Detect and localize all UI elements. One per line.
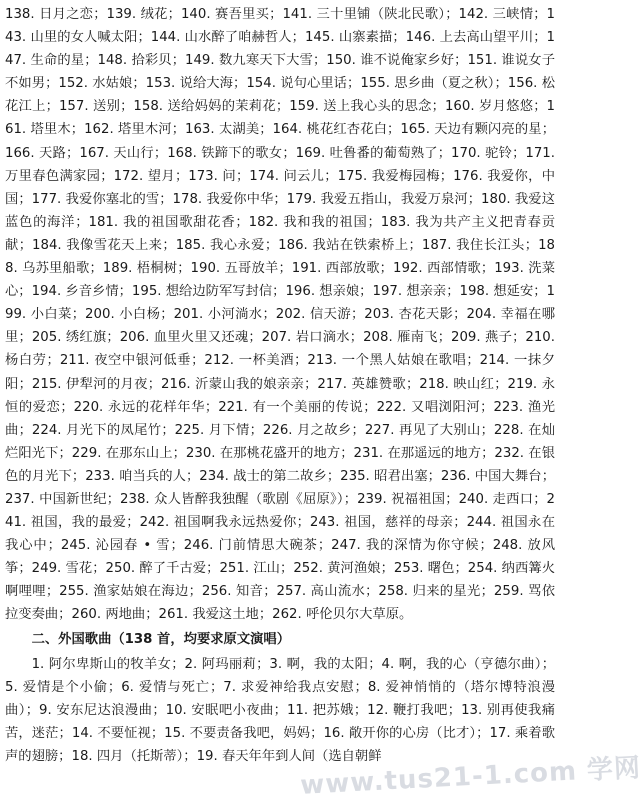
chinese-songs-list-continued: 138. 日月之恋；139. 绒花；140. 赛吾里买；141. 三十里铺（陕北民歌）；142. 三峡情；143. 山里的女人喊太阳；144. 山水醉了咱赫哲人；145. 山寨素描；146. 上去高山望平川；147. 生命的星；148. 拾彩贝；149. 数九寒天下大雪；150. 谁不说俺家乡好；151. 谁说女子不如男；152. 水姑娘；153. 说给大海；154. 说句心里话；155. 思乡曲（夏之秋）；156. 松花江上；157. 送别；158. 送给妈妈的茉莉花；159. 送上我心头的思念；160. 岁月悠悠；161. 塔里木；162. 塔里木河；163. 太湖美；164. 桃花红杏花白；165. 天边有颗闪亮的星；166. 天路；167. 天山行；168. 铁蹄下的歌女；169. 吐鲁番的葡萄熟了；170. 驼铃；171. 万里春色满家园；172. 望月；173. 问；174. 问云儿；175. 我爱梅园梅；176. 我爱你，中国；177. 我爱你塞北的雪；178. 我爱你中华；179. 我爱五指山，我爱万泉河；180. 我爱这蓝色的海洋；181. 我的祖国歌甜花香；182. 我和我的祖国；183. 我为共产主义把青春贡献；184. 我像雪花天上来；185. 我心永爱；186. 我站在铁索桥上；187. 我住长江头；188. 乌苏里船歌；189. 梧桐树；190. 五哥放羊；191. 西部放歌；192. 西部情歌；193. 洗菜心；194. 乡音乡情；195. 想给边防军写封信；196. 想亲娘；197. 想亲亲；198. 想延安；199. 小白菜；200. 小白杨；201. 小河淌水；202. 信天游；203. 杏花天影；204. 幸福在哪里；205. 绣红旗；206. 血里火里又还魂；207. 岩口滴水；208. 雁南飞；209. 燕子；210. 杨白劳；211. 夜空中银河低垂；212. 一杯美酒；213. 一个黑人姑娘在歌唱；214. 一抹夕阳；215. 伊犁河的月夜；216. 沂蒙山我的娘亲亲；217. 英雄赞歌；218. 映山红；219. 永恒的爱恋；220. 永远的花样年华；221. 有一个美丽的传说；222. 又唱浏阳河；223. 渔光曲；224. 月光下的凤尾竹；225. 月下情；226. 月之故乡；227. 再见了大别山；228. 在灿烂阳光下；229. 在那东山上；230. 在那桃花盛开的地方；231. 在那遥远的地方；232. 在银色的月光下；233. 咱当兵的人；234. 战士的第二故乡；235. 昭君出塞；236. 中国大舞台；237. 中国新世纪；238. 众人皆醉我独醒（歌剧《屈原》）；239. 祝福祖国；240. 走西口；241. 祖国，我的最爱；242. 祖国啊我永远热爱你；243. 祖国，慈祥的母亲；244. 祖国永在我心中；245. 沁园春 • 雪；246. 门前情思大碗茶；247. 我的深情为你守候；248. 放风筝；249. 雪花；250. 醉了千古爱；251. 江山；252. 黄河渔娘；253. 曙色；254. 纳西篝火啊哩哩；255. 渔家姑娘在海边；256. 知音；257. 高山流水；258. 归来的星光；259. 骂依拉变奏曲；260. 两地曲；261. 我爱这土地；262. 呼伦贝尔大草原。 xyxy=(5,7,555,623)
foreign-songs-list: 1. 阿尔卑斯山的牧羊女；2. 阿玛丽莉；3. 啊，我的太阳；4. 啊，我的心（亨德尔曲）；5. 爱情是个小偷；6. 爱情与死亡；7. 求爱神给我点安慰；8. 爱神悄悄的（塔尔博特浪漫曲）；9. 安东尼达浪漫曲；10. 安眠吧小夜曲；11. 把苏娥；12. 鞭打我吧；13. 别再使我痛苦，迷茫；14. 不要怔视；15. 不要责备我吧，妈妈；16. 敞开你的心房（比才）；17. 乘着歌声的翅膀；18. 四月（托斯蒂）；19. 春天年年到人间（选自朝鲜 xyxy=(5,656,555,764)
site-watermark: www.tus21-1.com 学网 xyxy=(299,753,642,801)
section-heading-foreign-songs: 二、外国歌曲（138 首，均要求原文演唱） xyxy=(31,631,291,647)
